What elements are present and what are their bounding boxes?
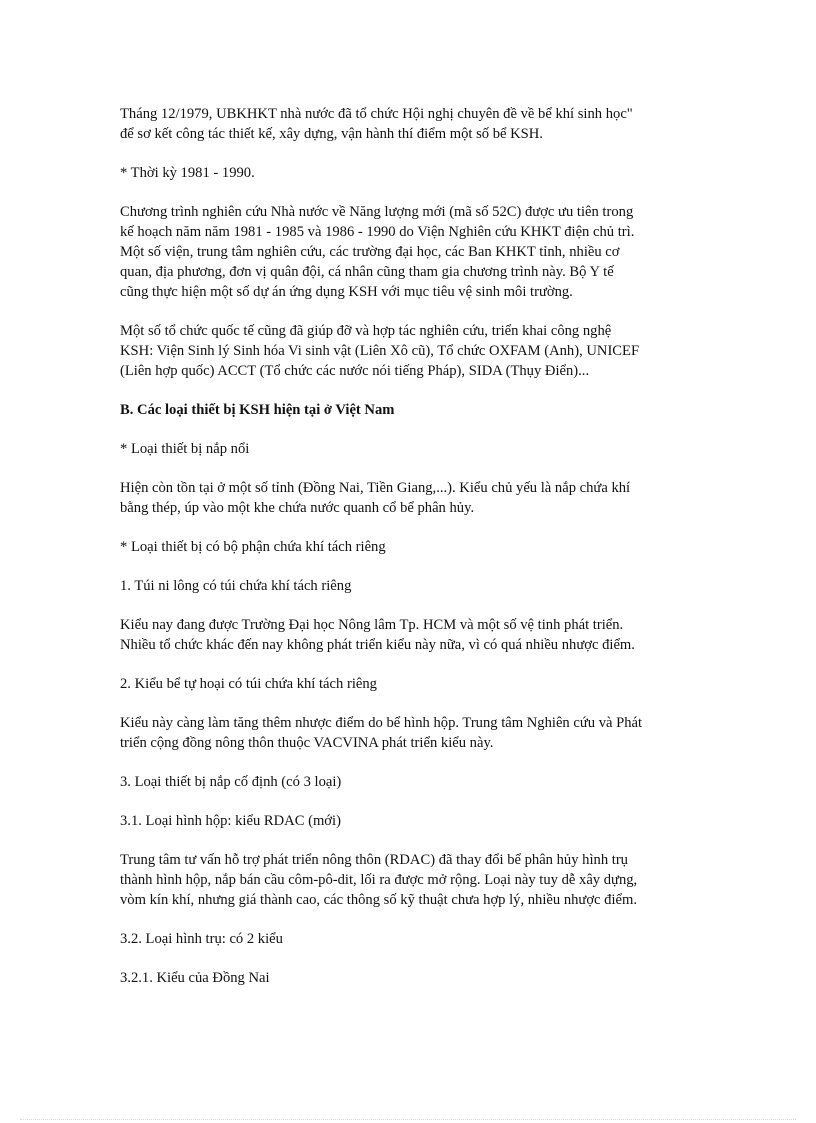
document-page — [120, 104, 710, 1007]
text-line: Một số tổ chức quốc tế cũng đã giúp đỡ và hợp tác nghiên cứu, triển khai công nghệ — [120, 323, 612, 339]
text-line: Kiểu này càng làm tăng thêm nhược điểm do bể hình hộp. Trung tâm Nghiên cứu và Phát — [120, 715, 643, 731]
paragraph — [120, 163, 710, 183]
text-line: để sơ kết công tác thiết kế, xây dựng, vận hành thí điểm một số bể KSH. — [120, 126, 543, 142]
paragraph — [120, 929, 710, 949]
text-line: 2. Kiểu bể tự hoại có túi chứa khí tách riêng — [120, 676, 377, 692]
paragraph — [120, 104, 710, 144]
text-line: kế hoạch năm năm 1981 - 1985 và 1986 - 1990 do Viện Nghiên cứu KHKT điện chủ trì. — [120, 224, 635, 240]
text-line: (Liên hợp quốc) ACCT (Tổ chức các nước nói tiếng Pháp), SIDA (Thụy Điển)... — [120, 363, 590, 379]
text-line: * Loại thiết bị nắp nổi — [120, 441, 250, 457]
text-line: Nhiều tổ chức khác đến nay không phát triển kiểu này nữa, vì có quá nhiều nhược điểm. — [120, 637, 635, 653]
paragraph — [120, 713, 710, 753]
paragraph — [120, 537, 710, 557]
text-line: thành hình hộp, nắp bán cầu côm-pô-dit, lối ra được mở rộng. Loại này tuy dễ xây dựng, — [120, 872, 638, 888]
paragraph — [120, 439, 710, 459]
text-line: cũng thực hiện một số dự án ứng dụng KSH với mục tiêu vệ sinh môi trường. — [120, 284, 573, 300]
text-line: 3.2.1. Kiểu của Đồng Nai — [120, 970, 270, 986]
section-heading — [120, 400, 710, 420]
text-line: quan, địa phương, đơn vị quân đội, cá nhân cũng tham gia chương trình này. Bộ Y tế — [120, 264, 614, 280]
text-line: triển cộng đồng nông thôn thuộc VACVINA phát triển kiểu này. — [120, 735, 494, 751]
paragraph — [120, 811, 710, 831]
text-line: 1. Túi ni lông có túi chứa khí tách riêng — [120, 578, 352, 594]
page-bottom-divider — [20, 1119, 796, 1120]
text-line: 3.2. Loại hình trụ: có 2 kiểu — [120, 931, 283, 947]
paragraph — [120, 576, 710, 596]
paragraph — [120, 772, 710, 792]
text-line: 3. Loại thiết bị nắp cố định (có 3 loại) — [120, 774, 342, 790]
paragraph — [120, 615, 710, 655]
text-line: KSH: Viện Sinh lý Sinh hóa Vi sinh vật (Liên Xô cũ), Tổ chức OXFAM (Anh), UNICEF — [120, 343, 640, 359]
text-line: * Loại thiết bị có bộ phận chứa khí tách riêng — [120, 539, 386, 555]
paragraph — [120, 968, 710, 988]
paragraph — [120, 674, 710, 694]
paragraph — [120, 850, 710, 910]
text-line: Một số viện, trung tâm nghiên cứu, các trường đại học, các Ban KHKT tỉnh, nhiều cơ — [120, 244, 620, 260]
text-line: * Thời kỳ 1981 - 1990. — [120, 165, 255, 181]
text-line: Chương trình nghiên cứu Nhà nước về Năng lượng mới (mã số 52C) được ưu tiên trong — [120, 204, 634, 220]
text-line: Hiện còn tồn tại ở một số tỉnh (Đồng Nai, Tiền Giang,...). Kiểu chủ yếu là nắp chứa khí — [120, 480, 631, 496]
paragraph — [120, 321, 710, 381]
text-line: Kiểu nay đang được Trường Đại học Nông lâm Tp. HCM và một số vệ tinh phát triển. — [120, 617, 624, 633]
text-line: 3.1. Loại hình hộp: kiểu RDAC (mới) — [120, 813, 341, 829]
text-line: Tháng 12/1979, UBKHKT nhà nước đã tổ chức Hội nghị chuyên đề về bể khí sinh học" — [120, 106, 633, 122]
text-line: bằng thép, úp vào một khe chứa nước quanh cổ bể phân hủy. — [120, 500, 475, 516]
paragraph — [120, 478, 710, 518]
text-line: Trung tâm tư vấn hỗ trợ phát triển nông thôn (RDAC) đã thay đổi bể phân hủy hình trụ — [120, 852, 628, 868]
text-line: vòm kín khí, nhưng giá thành cao, các thông số kỹ thuật chưa hợp lý, nhiều nhược điểm. — [120, 892, 638, 908]
paragraph — [120, 202, 710, 302]
heading-text: B. Các loại thiết bị KSH hiện tại ở Việt Nam — [120, 402, 395, 418]
